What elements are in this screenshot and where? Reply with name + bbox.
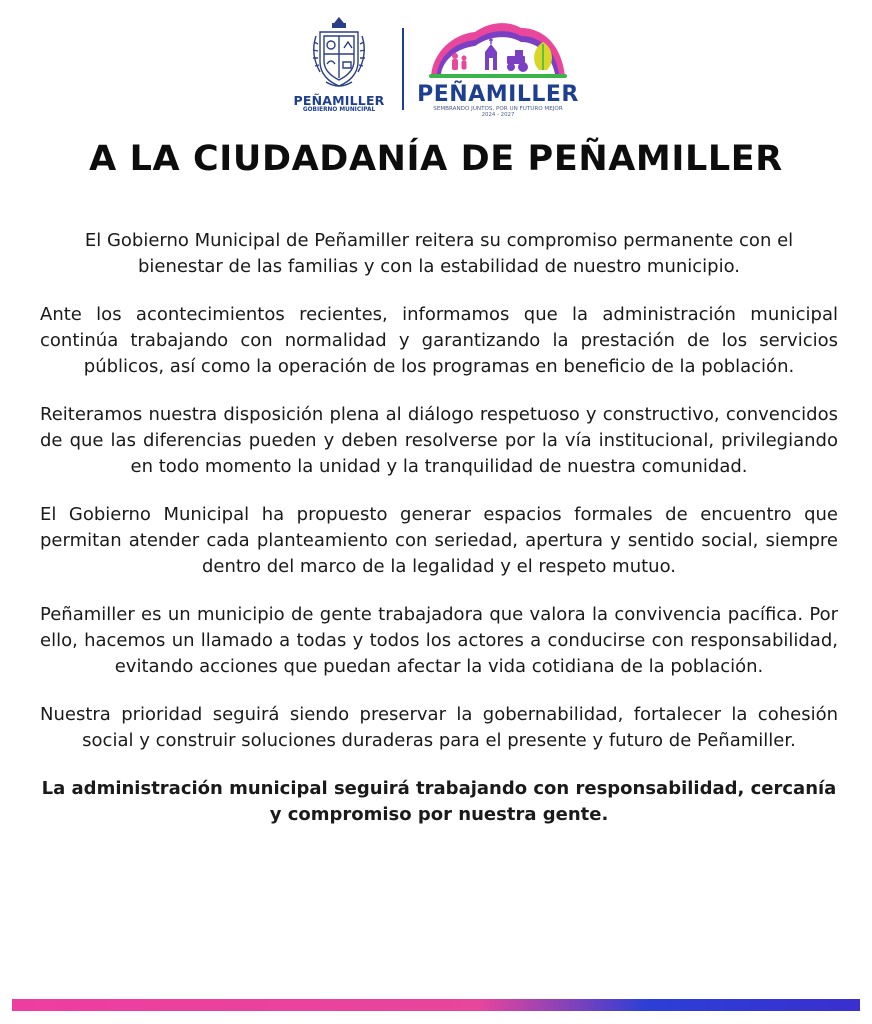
municipal-seal bbox=[293, 12, 385, 124]
logo-slogan: SEMBRANDO JUNTOS, POR UN FUTURO MEJOR bbox=[433, 106, 563, 112]
paragraph-6: Nuestra prioridad seguirá siendo preservar la gobernabilidad, fortalecer la cohesión social y construir soluciones duraderas para el presente y futuro de Peñamiller. bbox=[40, 704, 838, 751]
seal-name: PEÑAMILLER bbox=[293, 93, 385, 108]
logo-name: PEÑAMILLER bbox=[417, 82, 579, 107]
paragraph-5: Peñamiller es un municipio de gente trabajadora que valora la convivencia pacífica. Por ello, hacemos un llamado a todas y todos los actores a conducirse con responsabilidad, evitando acciones que puedan afectar la vida cotidiana de la población. bbox=[40, 604, 838, 677]
paragraph-3: Reiteramos nuestra disposición plena al diálogo respetuoso y constructivo, convencidos de que las diferencias pueden y deben resolverse por la vía institucional, privilegiando en todo momento la unidad y la tranquilidad de nuestra comunidad. bbox=[40, 404, 838, 477]
paragraph-1: El Gobierno Municipal de Peñamiller reitera su compromiso permanente con el bienestar de las familias y con la estabilidad de nuestro municipio. bbox=[84, 230, 794, 277]
paragraph-4: El Gobierno Municipal ha propuesto generar espacios formales de encuentro que permitan atender cada planteamiento con seriedad, apertura y sentido social, siempre dentro del marco de la legalidad y el respeto mutuo. bbox=[40, 504, 838, 577]
footer-color-bar bbox=[12, 999, 860, 1011]
penamiller-logo-icon bbox=[423, 12, 573, 84]
header bbox=[0, 8, 872, 126]
coat-of-arms-icon bbox=[306, 12, 372, 92]
paragraph-2: Ante los acontecimientos recientes, informamos que la administración municipal continúa trabajando con normalidad y garantizando la prestación de los servicios públicos, así como la operación de los programas en beneficio de la población. bbox=[40, 304, 838, 377]
page-title: A LA CIUDADANÍA DE PEÑAMILLER bbox=[89, 139, 783, 179]
statement-body bbox=[40, 228, 838, 850]
seal-subtitle: GOBIERNO MUNICIPAL bbox=[302, 107, 376, 113]
logo-years: 2024 - 2027 bbox=[481, 112, 515, 118]
closing-statement: La administración municipal seguirá trabajando con responsabilidad, cercanía y compromiso por nuestra gente. bbox=[41, 778, 837, 825]
administration-logo bbox=[417, 12, 579, 124]
header-divider bbox=[402, 28, 404, 110]
